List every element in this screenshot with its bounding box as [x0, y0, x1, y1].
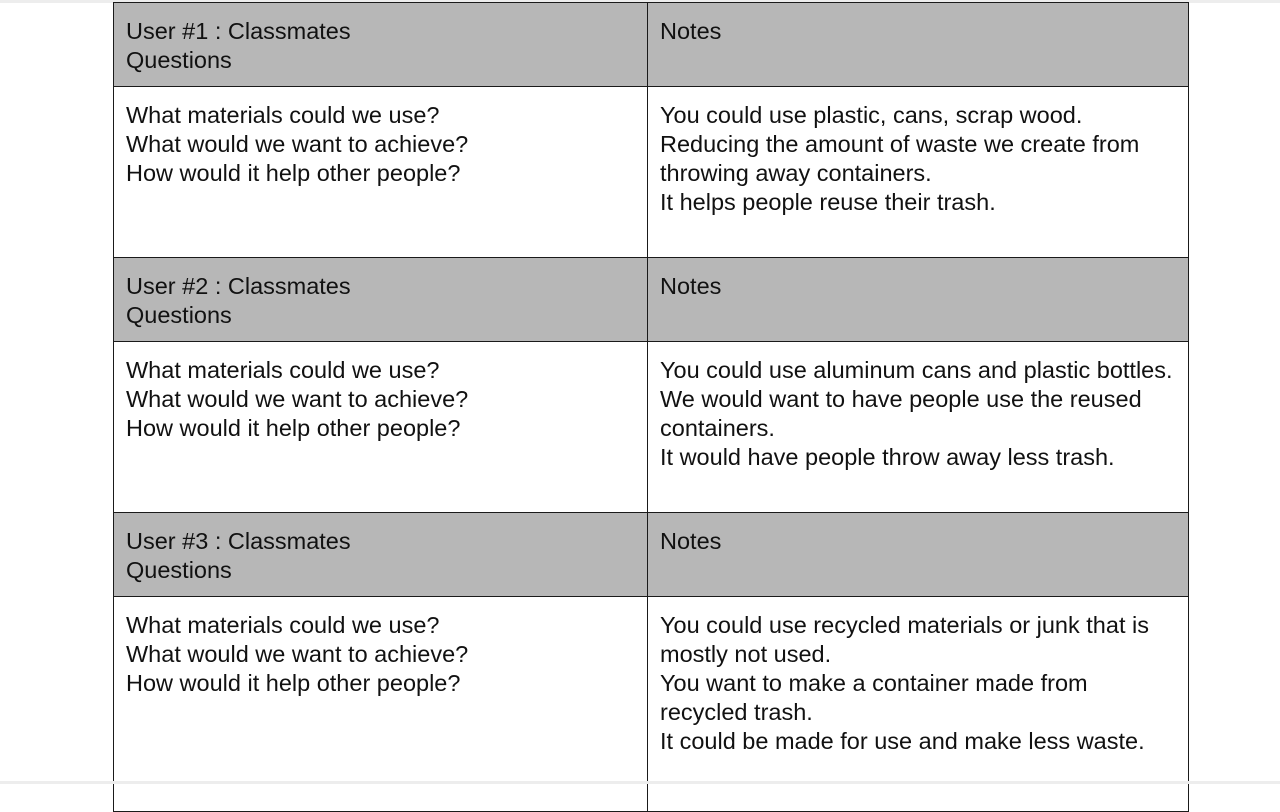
section-2-content-row [114, 342, 1189, 513]
question-line: What materials could we use? [126, 612, 440, 638]
note-line: It would have people throw away less trash. [660, 444, 1115, 470]
section-1-user-label: User #1 : Classmates [126, 18, 351, 44]
section-3-user-label: User #3 : Classmates [126, 528, 351, 554]
section-3-questions-cell[interactable] [114, 597, 648, 812]
section-1-header-row [114, 3, 1189, 87]
section-3-header-row [114, 513, 1189, 597]
interview-notes-table [113, 2, 1189, 812]
section-2-questions-label: Questions [126, 302, 232, 328]
section-3-user-cell[interactable] [114, 513, 648, 597]
section-1-notes-cell[interactable] [648, 87, 1189, 258]
note-line: You want to make a container made from recycled trash. [660, 670, 1088, 725]
section-2-notes-label: Notes [660, 273, 722, 299]
section-3-notes-label: Notes [660, 528, 722, 554]
question-line: What materials could we use? [126, 357, 440, 383]
section-2-questions-cell[interactable] [114, 342, 648, 513]
section-3-content-row [114, 597, 1189, 812]
section-2-user-cell[interactable] [114, 258, 648, 342]
section-1-questions-label: Questions [126, 47, 232, 73]
note-line: You could use plastic, cans, scrap wood. [660, 102, 1083, 128]
note-line: Reducing the amount of waste we create from throwing away containers. [660, 131, 1140, 186]
note-line: We would want to have people use the reused containers. [660, 386, 1142, 441]
section-2-notes-header-cell[interactable] [648, 258, 1189, 342]
section-1-content-row [114, 87, 1189, 258]
note-line: It helps people reuse their trash. [660, 189, 996, 215]
section-3-notes-cell[interactable] [648, 597, 1189, 812]
note-line: You could use aluminum cans and plastic bottles. [660, 357, 1173, 383]
note-line: You could use recycled materials or junk that is mostly not used. [660, 612, 1149, 667]
section-1-user-cell[interactable] [114, 3, 648, 87]
section-1-questions-cell[interactable] [114, 87, 648, 258]
question-line: How would it help other people? [126, 670, 461, 696]
question-line: What would we want to achieve? [126, 386, 469, 412]
section-3-questions-label: Questions [126, 557, 232, 583]
section-1-notes-header-cell[interactable] [648, 3, 1189, 87]
question-line: What would we want to achieve? [126, 131, 469, 157]
section-2-notes-cell[interactable] [648, 342, 1189, 513]
question-line: How would it help other people? [126, 415, 461, 441]
question-line: What materials could we use? [126, 102, 440, 128]
section-3-notes-header-cell[interactable] [648, 513, 1189, 597]
section-2-header-row [114, 258, 1189, 342]
question-line: How would it help other people? [126, 160, 461, 186]
section-1-notes-label: Notes [660, 18, 722, 44]
question-line: What would we want to achieve? [126, 641, 469, 667]
note-line: It could be made for use and make less waste. [660, 728, 1145, 754]
section-2-user-label: User #2 : Classmates [126, 273, 351, 299]
